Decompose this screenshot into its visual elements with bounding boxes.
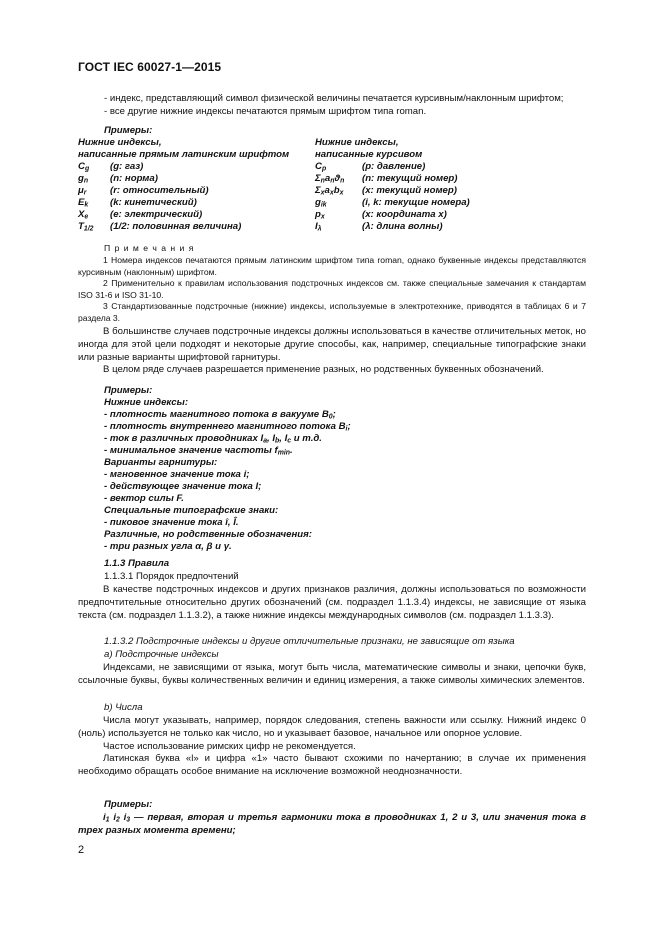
right-description-1: (n: текущий номер): [362, 173, 458, 184]
left-description-2: (r: относительный): [110, 185, 209, 196]
variants-title: Варианты гарнитуры:: [104, 457, 218, 468]
section-examples-title: Примеры:: [104, 799, 153, 810]
right-description-0: (p: давление): [362, 161, 426, 172]
left-description-5: (1/2: половинная величина): [110, 221, 242, 232]
examples-2-title: Примеры:: [104, 385, 153, 396]
right-description-3: (i, k: текущие номера): [362, 197, 470, 208]
right-symbol-5: $I_\lambda$: [315, 221, 322, 233]
item-b-label: b) Числа: [104, 702, 143, 713]
variant-1: - мгновенное значение тока i;: [104, 469, 250, 480]
right-symbol-2: $\Sigma_xa_xb_x$: [315, 185, 344, 197]
notes-title: П р и м е ч а н и я: [104, 243, 195, 253]
paragraph-2: В целом ряде случаев разрешается применение разных, но родственных буквенных обозначений.: [103, 364, 544, 376]
intro-line-1: - индекс, представляющий символ физической величины печатается курсивным/наклонным шрифтом;: [104, 93, 564, 104]
note-3: 3 Стандартизованные подстрочные (нижние) индексы, используемые в электротехнике, приводятся в таблицах 6 и 7 раздела 3.: [78, 301, 586, 323]
example-line-1: - плотность магнитного потока в вакууме $B_0$;: [104, 409, 336, 421]
right-description-5: (λ: длина волны): [362, 221, 443, 232]
left-symbol-2: $\mu_r$: [78, 185, 87, 197]
paragraph-1: В большинстве случаев подстрочные индексы должны использоваться в качестве отличительных меток, но иногда для этой цели подходят и некоторые другие способы, как, например, специальные типографские знаки или разные варианты шрифтовой гарнитуры. В целом ряде случаев разрешается применение разных, но родственных буквенных обозначений.: [78, 326, 586, 376]
item-a-label: a) Подстрочные индексы: [104, 649, 219, 660]
examples-2-subtitle: Нижние индексы:: [104, 397, 189, 408]
subsection-1-text: В качестве подстрочных индексов и других признаков различия, должны использоваться по возможности предпочтительные относительно других обозначений (см. подраздел 1.1.3.4) индексы, не зависящие от языка текста (см. подраздел 1.1.3.2), а также нижние индексы международных символов (см. подраздел 1.1.3.3).: [78, 584, 586, 621]
left-symbol-0: $C_g$: [78, 161, 90, 173]
related-title: Различные, но родственные обозначения:: [104, 529, 312, 540]
right-symbol-3: $g_{ik}$: [315, 197, 327, 209]
page-number: 2: [78, 844, 85, 856]
right-symbol-1: $\Sigma_na_nϑ_n$: [315, 173, 345, 185]
example-line-3: - ток в различных проводниках $I_a$, $I_b$, $I_c$ и т.д.: [104, 433, 322, 445]
example-line-4: - минимальное значение частоты $f_{min}$.: [104, 445, 293, 457]
left-symbol-3: $E_k$: [78, 197, 89, 209]
subsection-1: 1.1.3.1 Порядок предпочтений: [104, 571, 239, 582]
left-symbol-5: $T_{1/2}$: [78, 221, 94, 233]
item-a-text: Индексами, не зависящими от языка, могут быть числа, математические символы и знаки, цепочки букв, ссылочные буквы, буквы количественных величин и единиц измерения, а также символы химических элементов.: [78, 662, 586, 686]
section-example-text: $i_1$ $i_2$ $i_3$ — первая, вторая и третья гармоники тока в проводниках 1, 2 и 3, или значения тока в трех разных момента времени;: [78, 812, 586, 836]
note-2: 2 Применительно к правилам использования подстрочных индексов см. также специальные замечания к стандартам ISO 31-6 и ISO 31-10.: [78, 278, 586, 300]
section-heading: 1.1.3 Правила: [104, 558, 170, 569]
special-title: Специальные типографские знаки:: [104, 505, 279, 516]
left-description-1: (n: норма): [110, 173, 158, 184]
notes-list: [78, 255, 586, 325]
special-1: - пиковое значение тока î, Î.: [104, 517, 239, 528]
variant-2: - действующее значение тока I;: [104, 481, 262, 492]
left-header-1: Нижние индексы,: [78, 137, 162, 148]
right-description-4: (x: координата x): [362, 209, 447, 220]
item-b-text-2: Частое использование римских цифр не рекомендуется.: [103, 740, 356, 752]
examples-1-title: Примеры:: [104, 125, 153, 136]
variant-3: - вектор силы F.: [104, 493, 184, 504]
item-b-text-3: Латинская буква «l» и цифра «1» часто бывают схожими по начертанию; в случае их применения необходимо обращать особое внимание на исключение возможной неоднозначности.: [78, 753, 586, 778]
left-symbol-4: $X_e$: [78, 209, 89, 221]
page-header: ГОСТ IEC 60027-1—2015: [78, 60, 222, 74]
left-symbol-1: $g_n$: [78, 173, 89, 185]
left-description-4: (e: электрический): [110, 209, 203, 220]
right-header-2: написанные курсивом: [315, 149, 423, 160]
right-description-2: (x: текущий номер): [362, 185, 457, 196]
note-1: 1 Номера индексов печатаются прямым латинским шрифтом типа roman, однако буквенные индексы представляются курсивным (наклонным) шрифтом.: [78, 255, 586, 277]
example-line-2: - плотность внутреннего магнитного потока $B_i$;: [104, 421, 351, 433]
right-symbol-4: $p_x$: [315, 209, 325, 221]
right-symbol-0: $C_p$: [315, 161, 327, 173]
right-header-1: Нижние индексы,: [315, 137, 399, 148]
intro-line-2: - все другие нижние индексы печатаются прямым шрифтом типа roman.: [104, 106, 427, 117]
left-description-0: (g: газ): [110, 161, 144, 172]
subsection-2: 1.1.3.2 Подстрочные индексы и другие отличительные признаки, не зависящие от языка: [104, 636, 515, 647]
related-1: - три разных угла α, β и γ.: [104, 541, 232, 552]
left-description-3: (k: кинетический): [110, 197, 197, 208]
left-header-2: написанные прямым латинским шрифтом: [78, 149, 290, 160]
item-b-text: Числа могут указывать, например, порядок следования, степень важности или ссылку. Нижний индекс 0 (ноль) используется не только как число, но и указывает базовое, начальное или опорное условие. Частое использование римских цифр не рекомендуется. Латинская буква «l» и цифра «1» часто бывают схожими по начертанию; в случае их применения необходимо обращать особое внимание на исключение возможной неоднозначности.: [78, 715, 586, 778]
